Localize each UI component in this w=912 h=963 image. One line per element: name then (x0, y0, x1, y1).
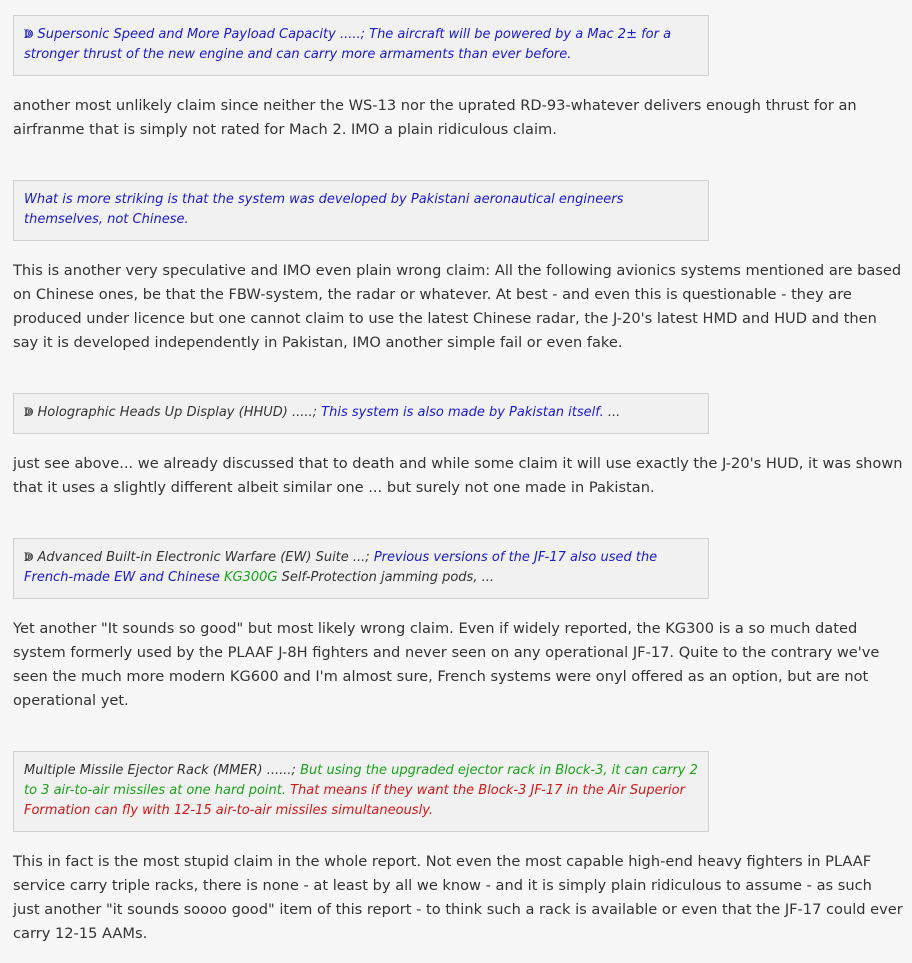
quote-ew-suite (13, 538, 709, 599)
quote-highlight: KG300G (224, 570, 278, 585)
quote-arrow-icon: ↇ (24, 550, 38, 565)
reply-paragraph-3: just see above... we already discussed that to death and while some claim it will use exactly the J-20's HUD, it was shown that it uses a slightly different albeit similar one ... but surely not one made in Pakistan. (13, 455, 903, 496)
reply-paragraph-1: another most unlikely claim since neither the WS-13 nor the uprated RD-93-whatever delivers enough thrust for an airfranme that is simply not rated for Mach 2. IMO a plain ridiculous claim. (13, 97, 857, 138)
quote-text: What is more striking is that the system was developed by Pakistani aeronautical engineers themselves, not Chinese. (24, 192, 624, 227)
quote-arrow-icon: ↇ (24, 405, 38, 420)
quote-tail: Self-Protection jamming pods, ... (277, 570, 494, 585)
quote-heading: Multiple Missile Ejector Rack (MMER) ......; (24, 763, 301, 778)
quote-heading: Holographic Heads Up Display (HHUD) .....; (37, 405, 322, 420)
quote-mmer (13, 751, 709, 832)
quote-text: Supersonic Speed and More Payload Capacity .....; The aircraft will be powered by a Mac 2± for a stronger thrust of the new engine and can carry more armaments than ever before. (24, 27, 672, 62)
reply-paragraph-2: This is another very speculative and IMO even plain wrong claim: All the following avionics systems mentioned are based on Chinese ones, be that the FBW-system, the radar or whatever. At best - and even this is questionable - they are produced under licence but one cannot claim to use the latest Chinese radar, the J-20's latest HMD and HUD and then say it is developed independently in Pakistan, IMO another simple fail or even fake. (13, 262, 902, 351)
quote-text-red: That means if they want the Block-3 JF-17 in the Air Superior Formation can fly with 12-15 air-to-air missiles simultaneously. (24, 783, 685, 818)
quote-arrow-icon: ↇ (24, 27, 38, 42)
quote-pakistani-engineers (13, 180, 709, 241)
quote-text: This system is also made by Pakistan itself. (321, 405, 604, 420)
quote-hhud (13, 393, 709, 434)
reply-paragraph-5: This in fact is the most stupid claim in the whole report. Not even the most capable high-end heavy fighters in PLAAF service carry triple racks, there is none - at least by all we know - and it is simply plain ridiculous to assume - as such just another "it sounds soooo good" item of this report - to think such a rack is available or even that the JF-17 could ever carry 12-15 AAMs. (13, 853, 903, 942)
reply-paragraph-4: Yet another "It sounds so good" but most likely wrong claim. Even if widely reported, the KG300 is a so much dated system formerly used by the PLAAF J-8H fighters and never seen on any operational JF-17. Quite to the contrary we've seen the much more modern KG600 and I'm almost sure, French systems were onyl offered as an option, but are not operational yet. (13, 620, 880, 709)
quote-text: Previous versions of the JF-17 also used the French-made EW and Chinese (24, 550, 658, 585)
quote-supersonic-speed (13, 15, 709, 76)
quote-ellipsis: ... (603, 405, 621, 420)
quote-heading: Advanced Built-in Electronic Warfare (EW) Suite ...; (37, 550, 374, 565)
quote-text-green: But using the upgraded ejector rack in Block-3, it can carry 2 to 3 air-to-air missiles at one hard point. (24, 763, 698, 798)
